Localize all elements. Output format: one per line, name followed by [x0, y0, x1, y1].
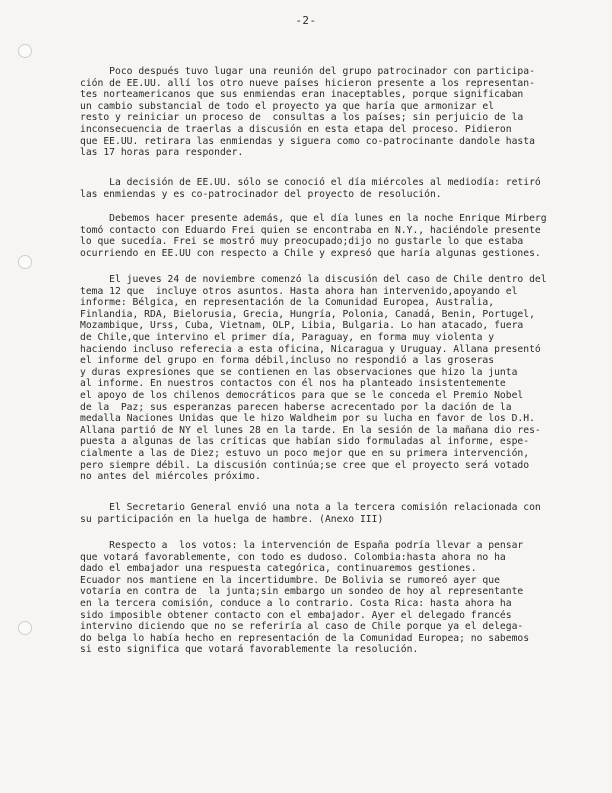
- text-line: el informe del grupo en forma débil,incluso no respondió a las groseras: [80, 355, 495, 367]
- text-line: lo que sucedía. Frei se mostró muy preocupado;dijo no gustarle lo que estaba: [80, 236, 524, 248]
- punch-hole: [18, 255, 32, 269]
- text-line: tes norteamericanos que sus enmiendas eran inaceptables, porque significaban: [80, 89, 524, 101]
- text-line: no antes del miércoles próximo.: [80, 471, 261, 483]
- text-line: las 17 horas para responder.: [80, 147, 244, 159]
- paragraph-chile-discussion: [80, 274, 584, 483]
- text-line: al informe. En nuestros contactos con él nos ha planteado insistentemente: [80, 378, 506, 390]
- text-line: sido imposible obtener contacto con el embajador. Ayer el delegado francés: [80, 609, 512, 621]
- text-line: Debemos hacer presente además, que el día lunes en la noche Enrique Mirberg: [80, 213, 547, 224]
- text-line: un cambio substancial de todo el proyecto ya que haría que armonizar el: [80, 100, 495, 112]
- text-line: El Secretario General envió una nota a la tercera comisión relacionada con: [80, 502, 541, 513]
- text-line: do belga lo había hecho en representación de la Comunidad Europea; no sabemos: [80, 632, 530, 644]
- text-line: en la tercera comisión, conduce a lo contrario. Costa Rica: hasta ahora ha: [80, 597, 512, 609]
- text-line: Mozambique, Urss, Cuba, Vietnam, OLP, Libia, Bulgaria. Lo han atacado, fuera: [80, 320, 524, 332]
- text-line: haciendo incluso referecia a esta oficina, Nicaragua y Uruguay. Allana presentó: [80, 343, 541, 355]
- text-line: resto y reiniciar un proceso de consultas a los países; sin perjuicio de la: [80, 112, 524, 124]
- page-number: -2-: [295, 14, 317, 27]
- text-line: cialmente a las de Diez; estuvo un poco mejor que en su primera intervención,: [80, 447, 530, 459]
- paragraph-sponsor-meeting: [80, 66, 584, 159]
- text-line: ocurriendo en EE.UU con respecto a Chile y expresó que haría algunas gestiones.: [80, 247, 541, 259]
- text-line: de la Paz; sus esperanzas parecen haberse acrecentado por la dación de la: [80, 401, 512, 413]
- paragraph-secretary-general: [80, 502, 584, 525]
- text-line: inconsecuencia de traerlas a discusión en esta etapa del proceso. Pidieron: [80, 123, 512, 135]
- text-line: tomó contacto con Eduardo Frei quien se encontraba en N.Y., haciéndole presente: [80, 224, 541, 236]
- text-line: informe: Bélgica, en representación de la Comunidad Europea, Australia,: [80, 297, 495, 309]
- text-line: que EE.UU. retirara las enmiendas y siguera como co-patrocinante dandole hasta: [80, 135, 535, 147]
- text-line: las enmiendas y es co-patrocinador del proyecto de resolución.: [80, 188, 442, 200]
- text-line: si esto significa que votará favorablemente la resolución.: [80, 644, 419, 656]
- text-line: ción de EE.UU. allí los otro nueve países hicieron presente a los representan-: [80, 77, 535, 89]
- text-line: medalla Naciones Unidas que le hizo Waldheim por su lucha en favor de los D.H.: [80, 413, 535, 425]
- text-line: votaría en contra de la junta;sin embargo un sondeo de hoy al representante: [80, 586, 524, 598]
- text-line: Respecto a los votos: la intervención de España podría llevar a pensar: [80, 540, 524, 551]
- text-line: La decisión de EE.UU. sólo se conoció el día miércoles al mediodía: retiró: [80, 177, 541, 188]
- text-line: puesta a algunas de las críticas que habían sido formuladas al informe, espe-: [80, 436, 530, 448]
- punch-hole: [18, 621, 32, 635]
- text-line: pero siempre débil. La discusión continúa;se cree que el proyecto será votado: [80, 459, 530, 471]
- text-line: Poco después tuvo lugar una reunión del grupo patrocinador con participa-: [80, 66, 535, 77]
- text-line: su participación en la huelga de hambre. (Anexo III): [80, 513, 384, 525]
- text-line: y duras expresiones que se contienen en las observaciones que hizo la junta: [80, 366, 518, 378]
- text-line: El jueves 24 de noviembre comenzó la discusión del caso de Chile dentro del: [80, 274, 547, 285]
- text-line: intervino diciendo que no se referiría al caso de Chile porque ya el delega-: [80, 621, 524, 633]
- text-line: el apoyo de los chilenos democráticos para que se le conceda el Premio Nobel: [80, 389, 524, 401]
- paragraph-us-decision: [80, 177, 584, 200]
- punch-hole: [18, 44, 32, 58]
- text-line: tema 12 que incluye otros asuntos. Hasta ahora han intervenido,apoyando el: [80, 285, 518, 297]
- text-line: de Chile,que intervino el primer día, Paraguay, en forma muy violenta y: [80, 331, 495, 343]
- text-line: Finlandia, RDA, Bielorusia, Grecia, Hungría, Polonia, Canadá, Benin, Portugel,: [80, 308, 535, 320]
- text-line: Ecuador nos mantiene en la incertidumbre. De Bolivia se rumoreó ayer que: [80, 574, 500, 586]
- text-line: Allana partió de NY el lunes 28 en la tarde. En la sesión de la mañana dio res-: [80, 424, 541, 436]
- paragraph-votes: [80, 540, 584, 656]
- text-line: dado el embajador una respuesta categórica, continuaremos gestiones.: [80, 563, 477, 575]
- text-line: que votará favorablemente, con todo es dudoso. Colombia:hasta ahora no ha: [80, 551, 506, 563]
- paragraph-frei-contact: [80, 213, 584, 259]
